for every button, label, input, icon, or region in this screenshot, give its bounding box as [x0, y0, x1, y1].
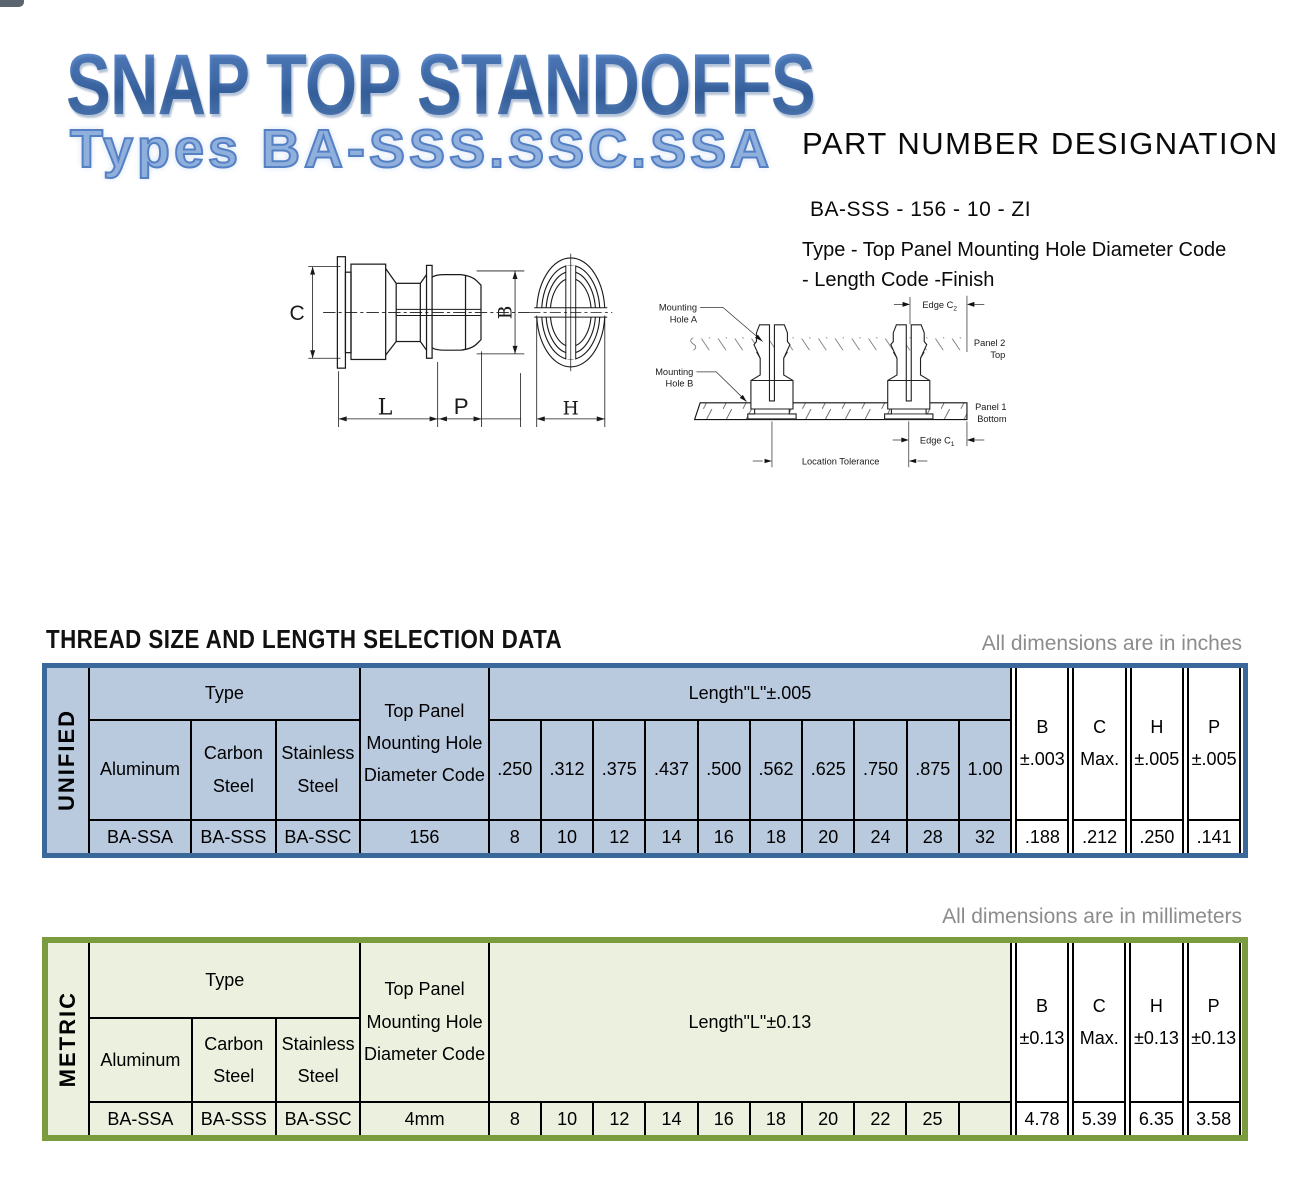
- metric-type-header: Type: [89, 940, 360, 1018]
- mounting-hole-a-label-line1: Mounting: [658, 302, 698, 313]
- unified-length-code: 18: [750, 820, 802, 856]
- side-view-drawing: [308, 257, 529, 427]
- dim-label-l: L: [377, 394, 393, 421]
- metric-length-header: Length"L"±0.13: [489, 940, 1011, 1102]
- unified-length-value: .875: [907, 720, 959, 820]
- metric-type-ba-ssa: BA-SSA: [89, 1102, 191, 1138]
- metric-hole-code: 4mm: [360, 1102, 489, 1138]
- unified-dim-header-h: H ±.005: [1131, 666, 1183, 820]
- panel1-label-line2: Bottom: [977, 414, 1007, 424]
- unified-material-carbon-steel: Carbon Steel: [191, 720, 275, 820]
- metric-dim-header-h: H ±0.13: [1130, 940, 1182, 1102]
- unified-length-code: 20: [802, 820, 854, 856]
- edge-c2-label: Edge $C_2$: [922, 300, 958, 313]
- dim-label-c: C: [289, 301, 305, 325]
- thread-size-heading: THREAD SIZE AND LENGTH SELECTION DATA: [46, 624, 563, 654]
- unified-length-value: .437: [645, 720, 697, 820]
- unified-length-code: 14: [645, 820, 697, 856]
- unified-dim-header-c: C Max.: [1073, 666, 1125, 820]
- unified-type-header: Type: [89, 666, 360, 720]
- dim-label-h: H: [562, 398, 579, 420]
- metric-dim-header-p: P ±0.13: [1188, 940, 1240, 1102]
- unified-length-code: 10: [541, 820, 593, 856]
- metric-type-ba-ssc: BA-SSC: [276, 1102, 360, 1138]
- mounting-hole-b-label-line1: Mounting: [655, 366, 694, 377]
- metric-dim-c-value: 5.39: [1073, 1102, 1125, 1138]
- metric-length-code: 25: [906, 1102, 958, 1138]
- dim-label-p: P: [453, 393, 469, 419]
- metric-material-aluminum: Aluminum: [89, 1018, 191, 1102]
- panel-assembly-drawing: [655, 296, 1007, 467]
- technical-drawings: [0, 240, 1300, 630]
- page-title: SNAP TOP STANDOFFS: [66, 37, 815, 133]
- unified-length-code: 8: [489, 820, 541, 856]
- metric-length-code: 10: [541, 1102, 593, 1138]
- part-number-desc-line1: Type - Top Panel Mounting Hole Diameter Code: [802, 239, 1227, 261]
- unified-length-value: .375: [593, 720, 645, 820]
- unified-dim-c-value: .212: [1073, 820, 1125, 856]
- unified-spec-table: [42, 663, 1248, 858]
- metric-length-code: 20: [802, 1102, 854, 1138]
- unified-length-value: 1.00: [959, 720, 1011, 820]
- unified-length-value: .625: [802, 720, 854, 820]
- mounting-hole-a-label-line2: Hole A: [669, 314, 698, 325]
- mounting-hole-b-label-line2: Hole B: [665, 378, 694, 389]
- unified-dim-b-value: .188: [1016, 820, 1068, 856]
- unified-hole-code: 156: [360, 820, 489, 856]
- edge-c1-label: Edge $C_1$: [919, 435, 955, 449]
- panel1-label-line1: Panel 1: [975, 402, 1007, 413]
- metric-side-label: METRIC: [45, 940, 89, 1138]
- metric-spec-table: [42, 937, 1248, 1141]
- metric-hole-header: Top Panel Mounting Hole Diameter Code: [360, 940, 489, 1102]
- metric-dim-header-b: B ±0.13: [1016, 940, 1068, 1102]
- part-number-heading: PART NUMBER DESIGNATION: [802, 126, 1279, 161]
- unified-length-value: .562: [750, 720, 802, 820]
- unified-length-code: 12: [593, 820, 645, 856]
- unified-dim-header-b: B ±.003: [1016, 666, 1068, 820]
- metric-dim-h-value: 6.35: [1130, 1102, 1182, 1138]
- unified-dim-h-value: .250: [1131, 820, 1183, 856]
- metric-dim-header-c: C Max.: [1073, 940, 1125, 1102]
- metric-material-carbon-steel: Carbon Steel: [192, 1018, 276, 1102]
- unified-length-code: 16: [698, 820, 750, 856]
- unified-hole-header: Top Panel Mounting Hole Diameter Code: [360, 666, 489, 820]
- metric-dim-b-value: 4.78: [1016, 1102, 1068, 1138]
- dim-label-b: B: [495, 305, 517, 320]
- metric-type-ba-sss: BA-SSS: [192, 1102, 276, 1138]
- unified-length-code: 24: [854, 820, 906, 856]
- metric-length-code: 16: [698, 1102, 750, 1138]
- unified-length-code: 32: [959, 820, 1011, 856]
- unified-length-value: .312: [541, 720, 593, 820]
- unified-length-value: .500: [698, 720, 750, 820]
- unified-length-value: .250: [489, 720, 541, 820]
- scan-artifact-mark: [0, 0, 24, 7]
- panel2-label-line2: Top: [990, 350, 1006, 361]
- units-mm-note: All dimensions are in millimeters: [942, 905, 1242, 928]
- part-number-desc-line2: - Length Code -Finish: [802, 269, 995, 291]
- metric-length-code: 18: [750, 1102, 802, 1138]
- metric-length-code: 8: [489, 1102, 541, 1138]
- unified-dim-p-value: .141: [1188, 820, 1240, 856]
- unified-type-ba-sss: BA-SSS: [191, 820, 275, 856]
- unified-length-header: Length"L"±.005: [489, 666, 1012, 720]
- unified-material-stainless-steel: Stainless Steel: [276, 720, 360, 820]
- unified-side-label: UNIFIED: [45, 666, 89, 856]
- panel2-label-line1: Panel 2: [973, 337, 1006, 348]
- unified-length-code: 28: [907, 820, 959, 856]
- units-inches-note: All dimensions are in inches: [981, 632, 1242, 655]
- metric-length-code-empty: [959, 1102, 1011, 1138]
- page-subtitle: Types BA-SSS.SSC.SSA: [70, 119, 774, 179]
- unified-type-ba-ssc: BA-SSC: [276, 820, 360, 856]
- unified-dim-header-p: P ±.005: [1188, 666, 1240, 820]
- metric-dim-p-value: 3.58: [1188, 1102, 1240, 1138]
- unified-type-ba-ssa: BA-SSA: [89, 820, 192, 856]
- metric-length-code: 14: [645, 1102, 697, 1138]
- metric-length-code: 22: [854, 1102, 906, 1138]
- location-tolerance-label: Location Tolerance: [801, 456, 880, 467]
- unified-material-aluminum: Aluminum: [89, 720, 192, 820]
- part-number-example: BA-SSS - 156 - 10 - ZI: [810, 198, 1032, 221]
- metric-length-code: 12: [593, 1102, 645, 1138]
- unified-length-value: .750: [854, 720, 906, 820]
- metric-material-stainless-steel: Stainless Steel: [276, 1018, 360, 1102]
